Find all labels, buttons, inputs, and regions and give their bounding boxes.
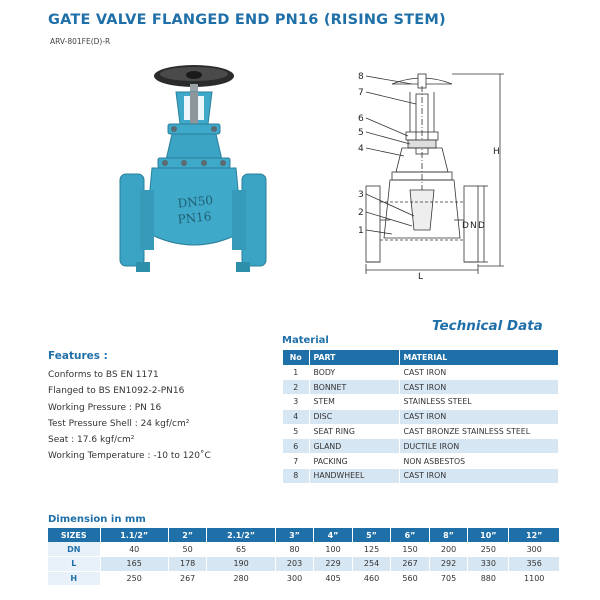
dim-cell: 460 (352, 571, 391, 586)
dim-cell: 125 (352, 542, 391, 557)
dim-header: 3” (275, 528, 314, 542)
dim-cell: 65 (207, 542, 275, 557)
table-row (48, 571, 560, 586)
dim-cell: 300 (275, 571, 314, 586)
table-row (48, 557, 560, 572)
dim-d-label: D (462, 221, 469, 231)
dim-h-label: H (493, 147, 500, 157)
dim-header: 1.1/2” (100, 528, 168, 542)
body-casting-text-2: PN16 (176, 209, 213, 227)
material-part: STEM (309, 395, 399, 410)
table-row (283, 409, 559, 424)
dim-cell: 292 (429, 557, 468, 572)
material-value: STAINLESS STEEL (399, 395, 559, 410)
dim-header: 2” (168, 528, 207, 542)
material-no: 1 (283, 365, 309, 380)
dim-cell: 705 (429, 571, 468, 586)
material-value: DUCTILE IRON (399, 439, 559, 454)
dim-header: 4” (314, 528, 353, 542)
body-casting-text-1: DN50 (176, 193, 214, 211)
features-list (48, 367, 211, 465)
dim-cell: 100 (314, 542, 353, 557)
dimension-title: Dimension in mm (48, 514, 146, 525)
dim-row-label: DN (48, 542, 100, 557)
valve-photo (118, 62, 268, 280)
dim-row-label: H (48, 571, 100, 586)
dim-cell: 190 (207, 557, 275, 572)
table-row (283, 365, 559, 380)
dim-cell: 203 (275, 557, 314, 572)
dimension-table (48, 528, 560, 586)
table-row (283, 395, 559, 410)
dim-cell: 229 (314, 557, 353, 572)
part-label-8: 8 (358, 72, 364, 82)
dim-cell: 80 (275, 542, 314, 557)
material-value: CAST IRON (399, 380, 559, 395)
dim-header: 6” (391, 528, 430, 542)
material-part: GLAND (309, 439, 399, 454)
part-label-1: 1 (358, 226, 364, 236)
table-row (283, 439, 559, 454)
part-label-2: 2 (358, 208, 364, 218)
feature-item: Seat : 17.6 kgf/cm² (48, 435, 135, 446)
dim-cell: 200 (429, 542, 468, 557)
dim-cell: 50 (168, 542, 207, 557)
material-no: 8 (283, 469, 309, 484)
dim-cell: 267 (391, 557, 430, 572)
dim-n-label: N (470, 221, 477, 231)
features-title: Features : (48, 350, 108, 362)
table-row (283, 469, 559, 484)
dim-cell: 560 (391, 571, 430, 586)
dim-l-label: L (418, 272, 424, 280)
dim-header: 10” (468, 528, 509, 542)
material-no: 3 (283, 395, 309, 410)
material-part: SEAT RING (309, 424, 399, 439)
dim-header: 8” (429, 528, 468, 542)
dim-cell: 356 (509, 557, 560, 572)
table-row (283, 424, 559, 439)
material-header-no: No (283, 350, 309, 365)
dim-cell: 150 (391, 542, 430, 557)
part-label-3: 3 (358, 190, 364, 200)
part-label-7: 7 (358, 88, 364, 98)
technical-data-title: Technical Data (432, 318, 543, 334)
material-part: BODY (309, 365, 399, 380)
dim-cell: 280 (207, 571, 275, 586)
material-part: HANDWHEEL (309, 469, 399, 484)
dim-row-label: L (48, 557, 100, 572)
dim-cell: 1100 (509, 571, 560, 586)
material-header-material: MATERIAL (399, 350, 559, 365)
feature-item: Flanged to BS EN1092-2-PN16 (48, 386, 185, 397)
material-no: 2 (283, 380, 309, 395)
dim-cell: 250 (468, 542, 509, 557)
dim-cell: 250 (100, 571, 168, 586)
material-header-part: PART (309, 350, 399, 365)
dim-cell: 880 (468, 571, 509, 586)
feature-item: Working Temperature : -10 to 120˚C (48, 451, 211, 462)
material-no: 6 (283, 439, 309, 454)
material-value: CAST IRON (399, 469, 559, 484)
material-value: CAST BRONZE STAINLESS STEEL (399, 424, 559, 439)
part-label-4: 4 (358, 144, 364, 154)
dim-cell: 40 (100, 542, 168, 557)
material-no: 4 (283, 409, 309, 424)
dim-cell: 300 (509, 542, 560, 557)
material-title: Material (282, 335, 329, 346)
part-label-5: 5 (358, 128, 364, 138)
page-title: GATE VALVE FLANGED END PN16 (RISING STEM) (48, 12, 446, 28)
feature-item: Working Pressure : PN 16 (48, 402, 162, 413)
dim-header: 12” (509, 528, 560, 542)
dim-cell: 405 (314, 571, 353, 586)
product-code: ARV-801FE(D)-R (50, 37, 111, 46)
dim-cell: 178 (168, 557, 207, 572)
dim-cell: 254 (352, 557, 391, 572)
dim-cell: 330 (468, 557, 509, 572)
material-part: PACKING (309, 454, 399, 469)
dim-header: 5” (352, 528, 391, 542)
table-row (283, 454, 559, 469)
dim-cell: 267 (168, 571, 207, 586)
dim-cell: 165 (100, 557, 168, 572)
material-value: NON ASBESTOS (399, 454, 559, 469)
material-value: CAST IRON (399, 409, 559, 424)
table-row (283, 380, 559, 395)
feature-item: Conforms to BS EN 1171 (48, 370, 159, 380)
valve-section-drawing (352, 70, 512, 280)
material-value: CAST IRON (399, 365, 559, 380)
feature-item: Test Pressure Shell : 24 kgf/cm² (48, 418, 190, 429)
material-no: 5 (283, 424, 309, 439)
material-part: DISC (309, 409, 399, 424)
material-part: BONNET (309, 380, 399, 395)
part-label-6: 6 (358, 114, 364, 124)
table-row (48, 542, 560, 557)
material-table (283, 350, 559, 484)
material-no: 7 (283, 454, 309, 469)
dim-header: SIZES (48, 528, 100, 542)
dim-d2-label: D (478, 221, 485, 231)
dim-header: 2.1/2” (207, 528, 275, 542)
